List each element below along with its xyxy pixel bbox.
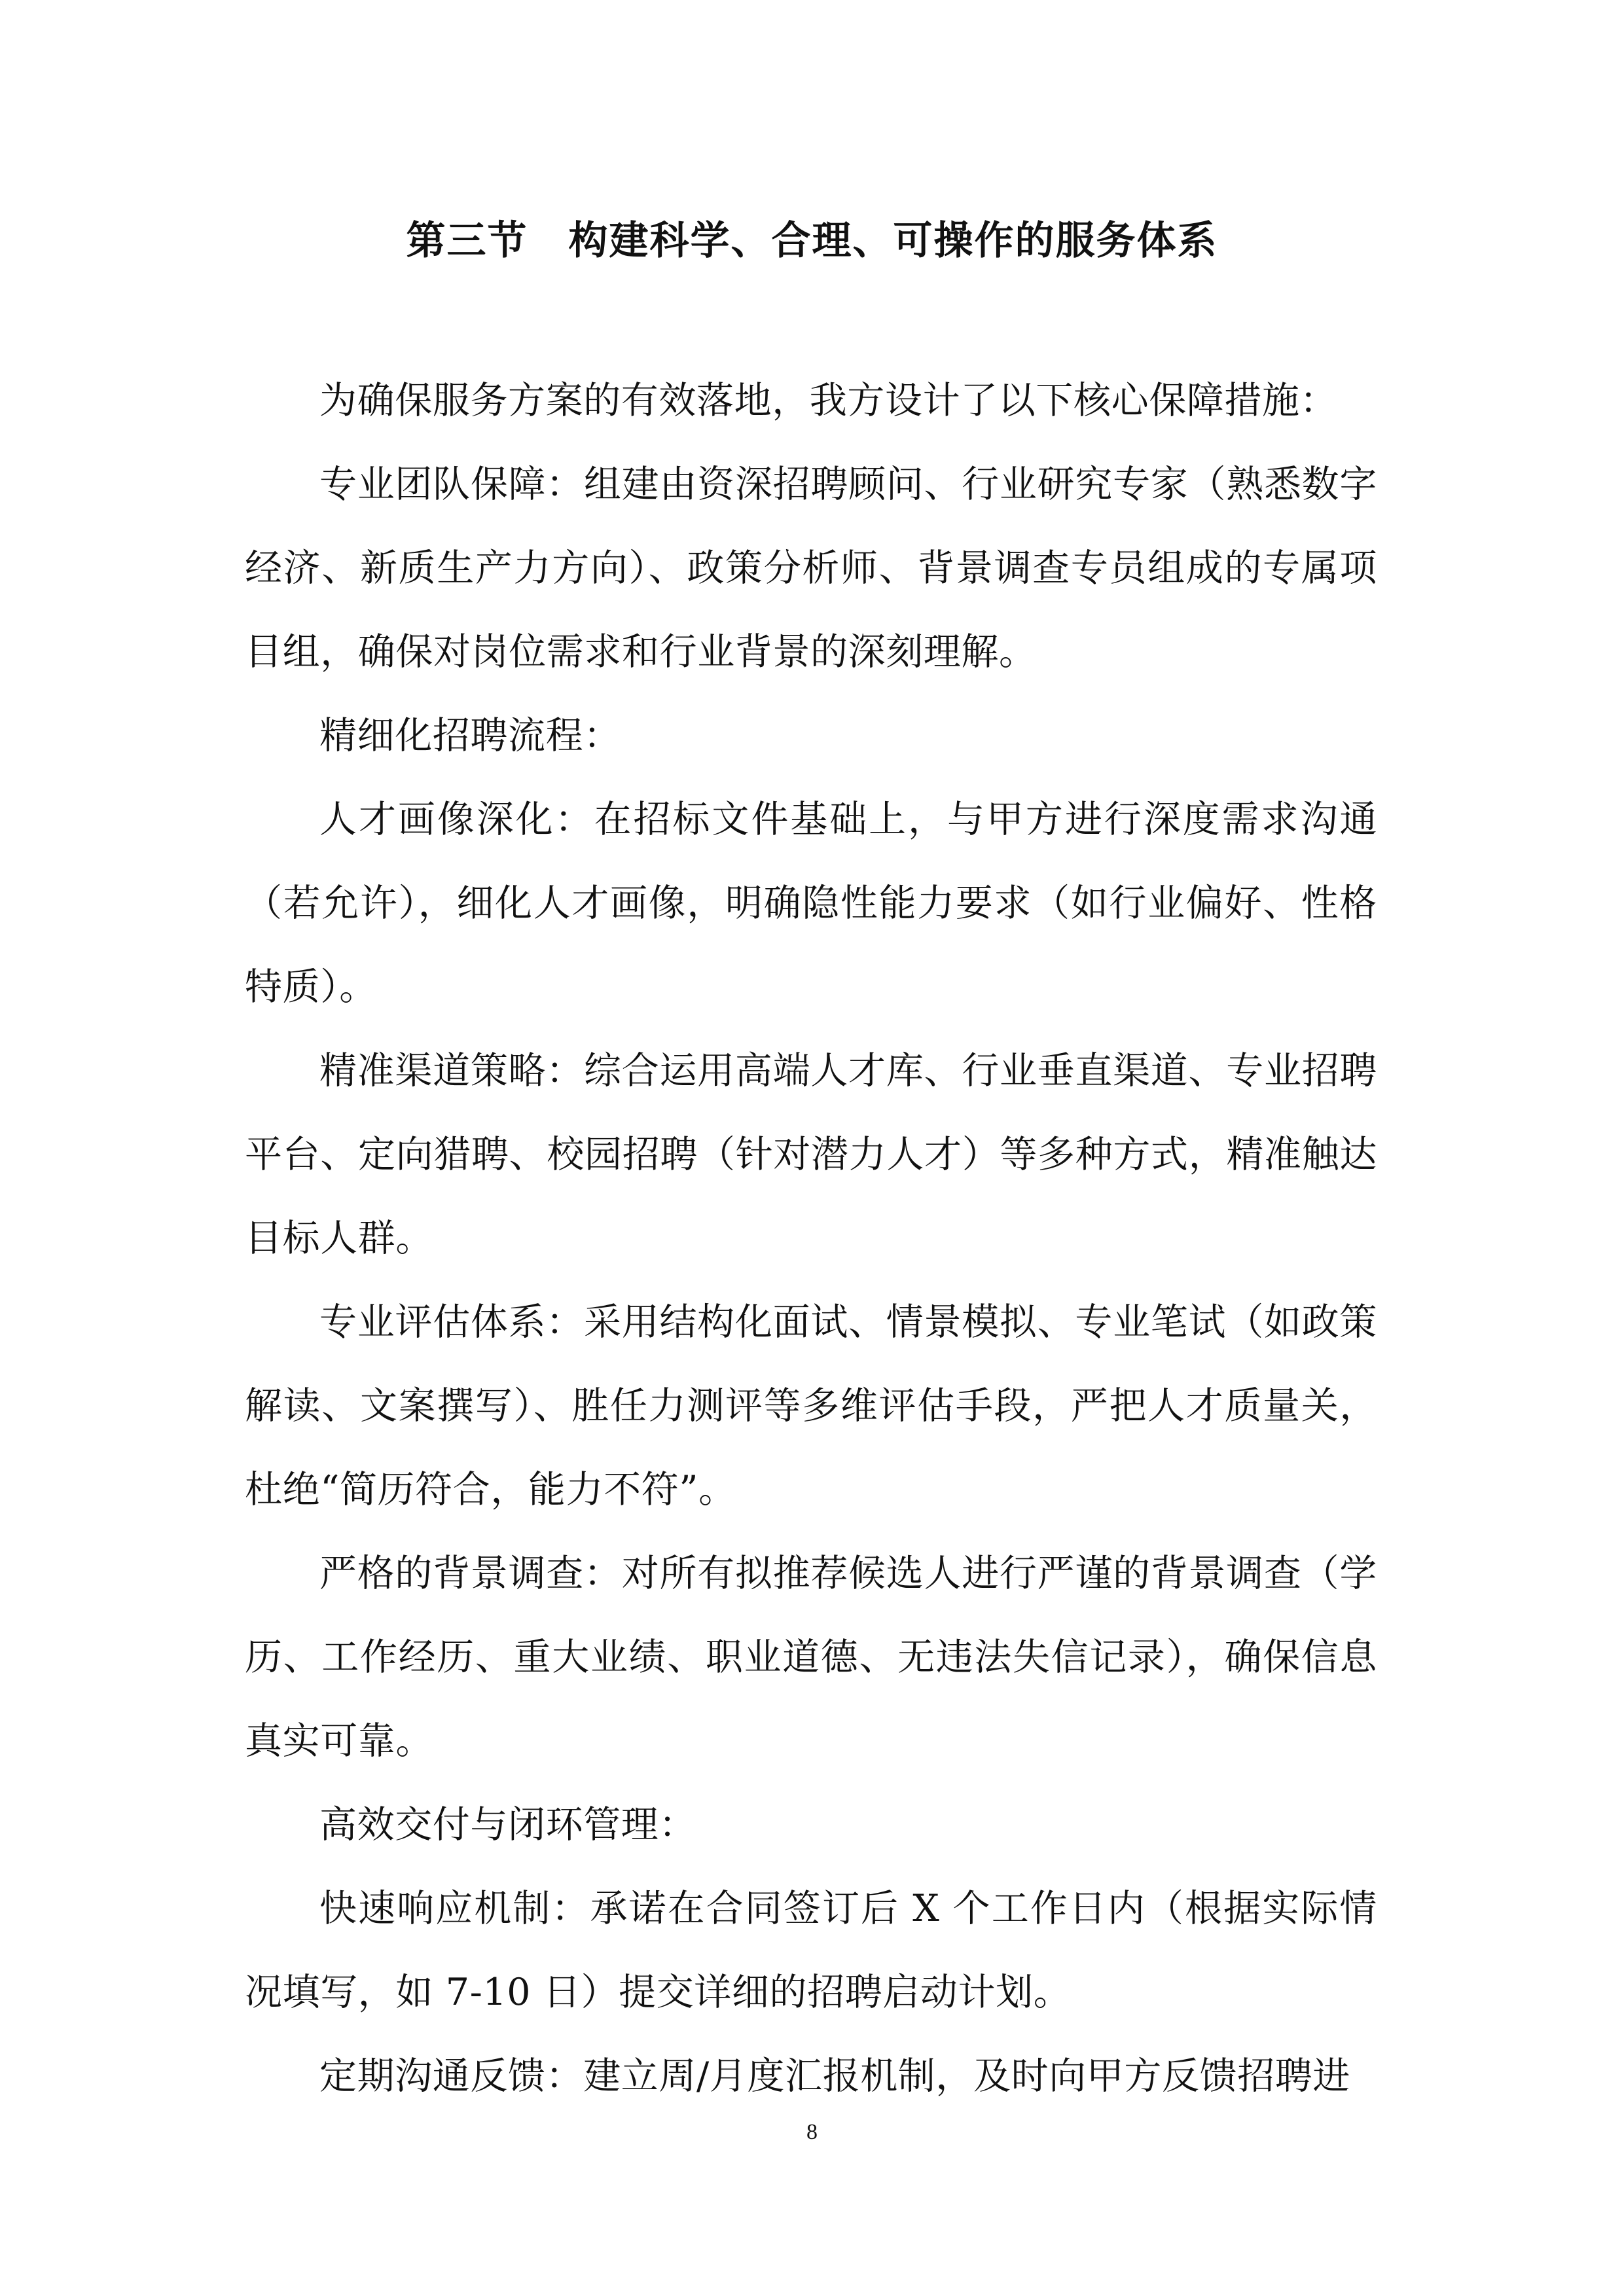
paragraph: 精细化招聘流程： [319, 714, 621, 757]
paragraph: 严格的背景调查：对所有拟推荐候选人进行严谨的背景调查（学历、工作经历、重大业绩、职业道德、无违法失信记录），确保信息真实可靠。 [245, 1552, 1377, 1763]
body-text [245, 359, 1377, 2118]
paragraph: 快速响应机制：承诺在合同签订后 X 个工作日内（根据实际情况填写，如 7-10 日）提交详细的招聘启动计划。 [245, 1887, 1377, 2014]
paragraph: 人才画像深化：在招标文件基础上，与甲方进行深度需求沟通（若允许），细化人才画像，明确隐性能力要求（如行业偏好、性格特质）。 [245, 798, 1377, 1009]
paragraph: 定期沟通反馈：建立周/月度汇报机制，及时向甲方反馈招聘进 [319, 2054, 1351, 2098]
page-number: 8 [806, 2120, 818, 2144]
paragraph: 精准渠道策略：综合运用高端人才库、行业垂直渠道、专业招聘平台、定向猎聘、校园招聘（针对潜力人才）等多种方式，精准触达目标人群。 [245, 1049, 1377, 1260]
paragraph: 专业评估体系：采用结构化面试、情景模拟、专业笔试（如政策解读、文案撰写）、胜任力测评等多维评估手段，严把人才质量关，杜绝“简历符合，能力不符”。 [245, 1300, 1377, 1511]
section-heading: 第三节 构建科学、合理、可操作的服务体系 [406, 218, 1218, 264]
paragraph: 高效交付与闭环管理： [319, 1803, 696, 1846]
paragraph: 为确保服务方案的有效落地，我方设计了以下核心保障措施： [319, 379, 1338, 422]
paragraph: 专业团队保障：组建由资深招聘顾问、行业研究专家（熟悉数字经济、新质生产力方向）、政策分析师、背景调查专员组成的专属项目组，确保对岗位需求和行业背景的深刻理解。 [245, 463, 1377, 673]
